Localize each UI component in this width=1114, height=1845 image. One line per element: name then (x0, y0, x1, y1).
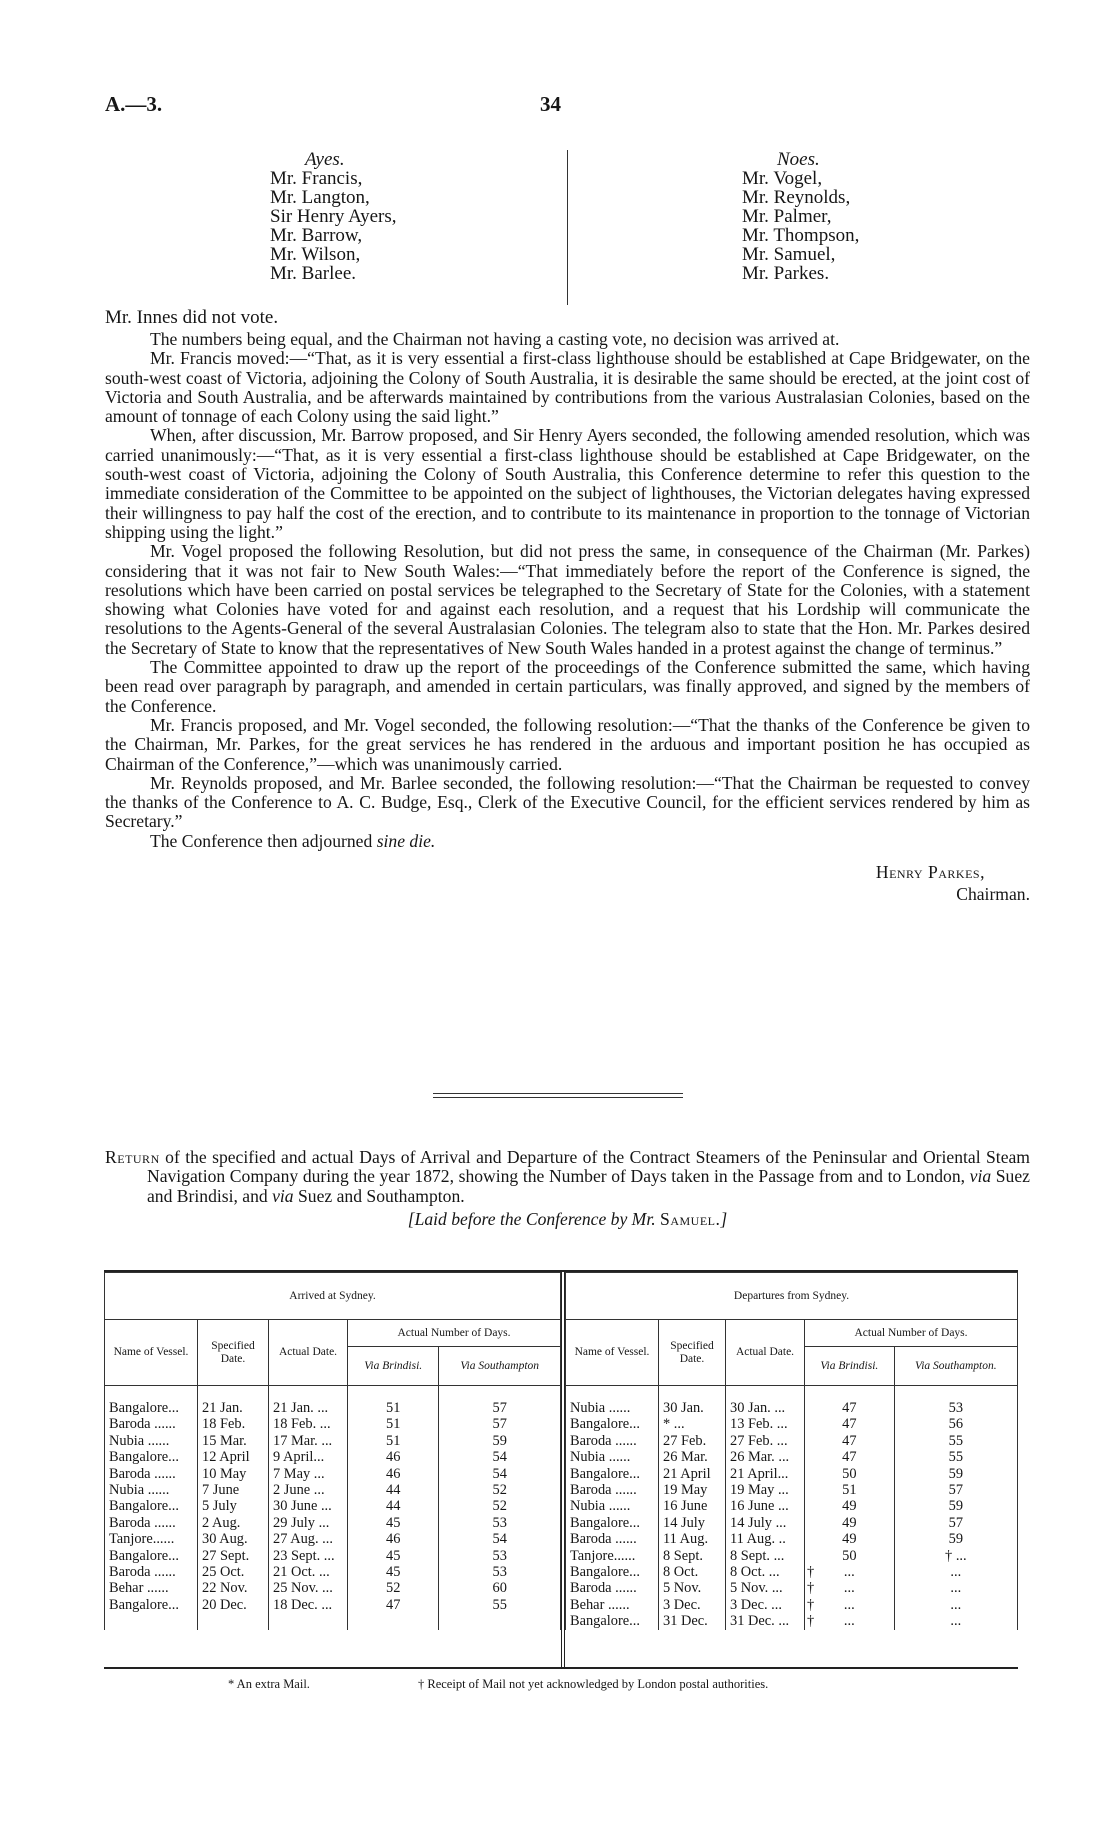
abstention-note: Mr. Innes did not vote. (105, 307, 279, 328)
actual-date-cell: 26 Mar. ... (726, 1449, 805, 1465)
return-tail: Suez and Southampton. (293, 1185, 465, 1206)
spacer-row (566, 1386, 1018, 1401)
via-brindisi-value: ... (843, 1596, 855, 1613)
table-row (566, 1580, 1018, 1596)
via-brindisi-cell: 51 (348, 1400, 439, 1416)
via-brindisi-cell (805, 1416, 895, 1432)
specified-date-cell: 12 April (198, 1449, 269, 1465)
vessel-cell: Bangalore... (105, 1548, 198, 1564)
table-row (566, 1613, 1018, 1629)
return-title (105, 1148, 1030, 1206)
dagger-mark: † (807, 1564, 815, 1581)
spacer-cell (198, 1386, 269, 1401)
vessel-cell: Bangalore... (105, 1400, 198, 1416)
table-row (105, 1613, 561, 1629)
via-brindisi-cell (805, 1482, 895, 1498)
spacer-cell (566, 1386, 659, 1401)
division-list (0, 150, 1114, 300)
aye-name: Mr. Wilson, (270, 244, 361, 265)
table-row (566, 1548, 1018, 1564)
specified-date-cell: 25 Oct. (198, 1564, 269, 1580)
via-southampton-cell: 56 (894, 1416, 1017, 1432)
via-brindisi-cell (805, 1400, 895, 1416)
actual-date-cell: 18 Dec. ... (269, 1597, 348, 1613)
laid-text: [Laid before the Conference by Mr. (407, 1208, 656, 1229)
table-row (105, 1597, 561, 1613)
vessel-cell: Behar ...... (105, 1580, 198, 1596)
minutes-text (105, 330, 1030, 905)
via-brindisi-value: 51 (842, 1482, 857, 1499)
table-row (566, 1433, 1018, 1449)
actual-date-cell: 9 April... (269, 1449, 348, 1465)
via-southampton-cell: 53 (894, 1400, 1017, 1416)
via-brindisi-value: 47 (842, 1449, 857, 1466)
actual-date-cell: 21 April... (726, 1466, 805, 1482)
via-brindisi-cell (805, 1613, 895, 1629)
actual-date-cell: 30 Jan. ... (726, 1400, 805, 1416)
paragraph: Mr. Vogel proposed the following Resolution, but did not press the same, in consequence of the Chairman (Mr. Parkes) considering that it was not fair to New South Wales:—“That immediately before the report of the Conference is signed, the resolutions which have been carried on postal services be telegraphed to the Secretary of State for the Colonies, with a statement showing what Colonies have voted for and against each resolution, and a request that his Lordship will communicate the resolutions to the Agents-General of the several Australasian Colonies. The telegram also to state that the Hon. Mr. Parkes desired the Secretary of State to know that the representatives of New South Wales handed in a protest against the change of terminus.” (105, 541, 1030, 658)
departures-title: Departures from Sydney. (566, 1273, 1018, 1320)
table-row (566, 1449, 1018, 1465)
via-brindisi-cell: 45 (348, 1515, 439, 1531)
table-row (566, 1498, 1018, 1514)
noes-column (742, 150, 859, 283)
actual-date-cell: 29 July ... (269, 1515, 348, 1531)
via-southampton-cell: 53 (439, 1548, 561, 1564)
spacer-cell (348, 1386, 439, 1401)
via-brindisi-cell (805, 1564, 895, 1580)
paragraph: When, after discussion, Mr. Barrow proposed, and Sir Henry Ayers seconded, the following amended resolution, which was carried unanimously:—“That, as it is very essential a first-class lighthouse should be established at Cape Bridgewater, on the south-west coast of Victoria, adjoining the Colony of South Australia, this Conference determine to refer this question to the immediate consideration of the Committee to be appointed on the subject of lighthouses, the Victorian delegates having expressed their willingness to pay half the cost of the erection, and to contribute to its maintenance in proportion to the tonnage of Victorian shipping using the light.” (105, 425, 1030, 542)
table-row (566, 1482, 1018, 1498)
via-brindisi-cell: 51 (348, 1416, 439, 1432)
noe-name: Mr. Thompson, (742, 225, 860, 246)
dagger-mark: † (807, 1580, 815, 1597)
via-brindisi-value: ... (843, 1613, 855, 1630)
noe-name: Mr. Parkes. (742, 263, 830, 284)
via-southampton-cell: 54 (439, 1449, 561, 1465)
via-brindisi-cell: 46 (348, 1466, 439, 1482)
vessel-cell: Bangalore... (566, 1613, 659, 1629)
via-brindisi-cell: 46 (348, 1449, 439, 1465)
via-brindisi-cell (805, 1531, 895, 1547)
via-brindisi-cell (805, 1548, 895, 1564)
paragraph: Mr. Francis moved:—“That, as it is very essential a first-class lighthouse should be established at Cape Bridgewater, on the south-west coast of Victoria, adjoining the Colony of South Australia, it is desirable the same should be erected, at the joint cost of Victoria and South Australia, and be afterwards maintained by contributions from the various Australasian Colonies, based on the amount of tonnage of each Colony using the said light.” (105, 348, 1030, 427)
via-southampton-cell: 55 (439, 1597, 561, 1613)
via-southampton-cell: 52 (439, 1498, 561, 1514)
col-days: Actual Number of Days. (348, 1320, 561, 1347)
col-via-brindisi: Via Brindisi. (348, 1347, 439, 1386)
laid-name: Samuel. (660, 1208, 721, 1229)
vessel-cell: Bangalore... (105, 1597, 198, 1613)
via-southampton-cell: 53 (439, 1564, 561, 1580)
spacer-cell (894, 1386, 1017, 1401)
via-southampton-cell: 54 (439, 1531, 561, 1547)
via-brindisi-cell: 45 (348, 1564, 439, 1580)
vessel-cell: Nubia ...... (566, 1449, 659, 1465)
specified-date-cell: 31 Dec. (659, 1613, 726, 1629)
specified-date-cell: 15 Mar. (198, 1433, 269, 1449)
actual-date-cell: 31 Dec. ... (726, 1613, 805, 1629)
via-brindisi-value: ... (843, 1564, 855, 1581)
specified-date-cell: 8 Oct. (659, 1564, 726, 1580)
vessel-cell: Nubia ...... (566, 1400, 659, 1416)
specified-date-cell: * ... (659, 1416, 726, 1432)
arrivals-table (104, 1272, 561, 1667)
actual-date-cell: 21 Oct. ... (269, 1564, 348, 1580)
vessel-cell: Baroda ...... (566, 1531, 659, 1547)
actual-date-cell: 27 Aug. ... (269, 1531, 348, 1547)
signatory-title: Chairman. (956, 884, 1030, 905)
return-heading (105, 1148, 1030, 1229)
specified-date-cell: 27 Feb. (659, 1433, 726, 1449)
table-row (566, 1597, 1018, 1613)
table-row (105, 1449, 561, 1465)
via-brindisi-cell (805, 1466, 895, 1482)
vessel-cell: Baroda ...... (566, 1433, 659, 1449)
actual-date-cell: 23 Sept. ... (269, 1548, 348, 1564)
specified-date-cell: 7 June (198, 1482, 269, 1498)
via-southampton-cell: † ... (894, 1548, 1017, 1564)
return-lead: Return (105, 1147, 160, 1167)
spacer-row (105, 1386, 561, 1401)
table-row (105, 1498, 561, 1514)
aye-name: Mr. Barrow, (270, 225, 363, 246)
laid-before-note (105, 1210, 1030, 1229)
signatory-name: Henry Parkes, (875, 862, 985, 883)
via-southampton-cell: ... (894, 1580, 1017, 1596)
via-southampton-cell: ... (894, 1613, 1017, 1629)
via-brindisi-cell (805, 1580, 895, 1596)
actual-date-cell: 3 Dec. ... (726, 1597, 805, 1613)
noe-name: Mr. Reynolds, (742, 187, 851, 208)
specified-date-cell: 8 Sept. (659, 1548, 726, 1564)
actual-date-cell: 21 Jan. ... (269, 1400, 348, 1416)
via-brindisi-cell (805, 1449, 895, 1465)
noe-name: Mr. Palmer, (742, 206, 832, 227)
specified-date-cell (198, 1613, 269, 1629)
via-southampton-cell: ... (894, 1597, 1017, 1613)
document-reference: A.—3. (105, 92, 163, 116)
vessel-cell: Bangalore... (566, 1416, 659, 1432)
table-row (566, 1515, 1018, 1531)
specified-date-cell: 26 Mar. (659, 1449, 726, 1465)
vessel-cell: Baroda ...... (105, 1466, 198, 1482)
col-vessel: Name of Vessel. (566, 1320, 659, 1386)
table-row (105, 1466, 561, 1482)
specified-date-cell: 3 Dec. (659, 1597, 726, 1613)
actual-date-cell: 18 Feb. ... (269, 1416, 348, 1432)
table-row (566, 1531, 1018, 1547)
table-row (105, 1482, 561, 1498)
vessel-cell: Baroda ...... (566, 1580, 659, 1596)
noes-heading: Noes. (777, 149, 820, 170)
page-header (0, 92, 1114, 122)
via-southampton-cell: 59 (894, 1531, 1017, 1547)
vessel-cell: Nubia ...... (105, 1482, 198, 1498)
actual-date-cell: 2 June ... (269, 1482, 348, 1498)
via-italic: via (272, 1185, 294, 1206)
via-italic: via (969, 1166, 992, 1187)
via-southampton-cell: 52 (439, 1482, 561, 1498)
specified-date-cell: 21 Jan. (198, 1400, 269, 1416)
spacer-cell (805, 1386, 895, 1401)
paragraph: Mr. Reynolds proposed, and Mr. Barlee seconded, the following resolution:—“That the Chairman be requested to convey the thanks of the Conference to A. C. Budge, Esq., Clerk of the Executive Council, for the efficient services rendered by him as Secretary.” (105, 772, 1030, 832)
dagger-mark: † (807, 1596, 815, 1613)
paragraph: Mr. Francis proposed, and Mr. Vogel seconded, the following resolution:—“That the thanks of the Conference be given to the Chairman, Mr. Parkes, for the great services he has rendered in the arduous and important position he has occupied as Chairman of the Conference,”—which was unanimously carried. (105, 714, 1030, 774)
via-brindisi-cell: 44 (348, 1498, 439, 1514)
departures-table (565, 1272, 1018, 1667)
dagger-mark: † (807, 1613, 815, 1630)
specified-date-cell: 11 Aug. (659, 1531, 726, 1547)
page-number: 34 (540, 92, 561, 116)
column-divider (567, 150, 568, 305)
adjournment-text: The Conference then adjourned (150, 830, 373, 851)
via-southampton-cell: 57 (439, 1400, 561, 1416)
specified-date-cell: 19 May (659, 1482, 726, 1498)
specified-date-cell: 16 June (659, 1498, 726, 1514)
aye-name: Sir Henry Ayers, (270, 206, 397, 227)
adjournment-italic: sine die. (376, 830, 436, 851)
col-via-southampton: Via Southampton (439, 1347, 561, 1386)
actual-date-cell: 7 May ... (269, 1466, 348, 1482)
vessel-cell: Bangalore... (566, 1564, 659, 1580)
col-actual: Actual Date. (726, 1320, 805, 1386)
spacer-cell (105, 1386, 198, 1401)
col-specified: Specified Date. (659, 1320, 726, 1386)
actual-date-cell: 5 Nov. ... (726, 1580, 805, 1596)
table-row (105, 1416, 561, 1432)
noe-name: Mr. Samuel, (742, 244, 836, 265)
return-mid: Suez and Brindisi, and (147, 1166, 1030, 1206)
actual-date-cell: 11 Aug. .. (726, 1531, 805, 1547)
return-table (104, 1270, 1018, 1669)
via-brindisi-cell: 46 (348, 1531, 439, 1547)
vessel-cell: Tanjore...... (105, 1531, 198, 1547)
via-southampton-cell: 60 (439, 1580, 561, 1596)
table-row (105, 1400, 561, 1416)
aye-name: Mr. Langton, (270, 187, 370, 208)
actual-date-cell: 17 Mar. ... (269, 1433, 348, 1449)
signature-block (105, 861, 1030, 905)
specified-date-cell: 18 Feb. (198, 1416, 269, 1432)
via-southampton-cell (439, 1613, 561, 1629)
via-brindisi-value: 47 (842, 1416, 857, 1433)
specified-date-cell: 5 Nov. (659, 1580, 726, 1596)
actual-date-cell: 16 June ... (726, 1498, 805, 1514)
actual-date-cell: 27 Feb. ... (726, 1433, 805, 1449)
specified-date-cell: 27 Sept. (198, 1548, 269, 1564)
via-brindisi-cell (805, 1433, 895, 1449)
via-brindisi-value: 50 (842, 1465, 857, 1482)
vessel-cell: Nubia ...... (566, 1498, 659, 1514)
via-brindisi-cell: 44 (348, 1482, 439, 1498)
actual-date-cell: 13 Feb. ... (726, 1416, 805, 1432)
actual-date-cell: 14 July ... (726, 1515, 805, 1531)
specified-date-cell: 14 July (659, 1515, 726, 1531)
via-brindisi-value: 47 (842, 1400, 857, 1416)
vessel-cell: Baroda ...... (566, 1482, 659, 1498)
actual-date-cell: 8 Sept. ... (726, 1548, 805, 1564)
spacer-cell (659, 1386, 726, 1401)
adjournment (105, 832, 1030, 851)
vessel-cell: Baroda ...... (105, 1515, 198, 1531)
spacer-cell (269, 1386, 348, 1401)
table-row (105, 1580, 561, 1596)
specified-date-cell: 20 Dec. (198, 1597, 269, 1613)
via-brindisi-value: ... (843, 1580, 855, 1597)
vessel-cell: Bangalore... (105, 1449, 198, 1465)
actual-date-cell: 30 June ... (269, 1498, 348, 1514)
specified-date-cell: 10 May (198, 1466, 269, 1482)
table-row (566, 1564, 1018, 1580)
via-brindisi-value: 49 (842, 1514, 857, 1531)
table-row (105, 1564, 561, 1580)
via-southampton-cell: 59 (439, 1433, 561, 1449)
col-via-southampton: Via Southampton. (894, 1347, 1017, 1386)
via-brindisi-value: 47 (842, 1432, 857, 1449)
footnote-dagger: † Receipt of Mail not yet acknowledged by London postal authorities. (418, 1677, 769, 1691)
spacer-cell (726, 1386, 805, 1401)
via-southampton-cell: 59 (894, 1466, 1017, 1482)
via-southampton-cell: ... (894, 1564, 1017, 1580)
via-brindisi-cell (805, 1515, 895, 1531)
vessel-cell: Bangalore... (566, 1466, 659, 1482)
via-brindisi-value: 49 (842, 1498, 857, 1515)
spacer-cell (439, 1386, 561, 1401)
vessel-cell: Bangalore... (566, 1515, 659, 1531)
col-actual: Actual Date. (269, 1320, 348, 1386)
ayes-heading: Ayes. (305, 149, 345, 170)
col-specified: Specified Date. (198, 1320, 269, 1386)
return-body: of the specified and actual Days of Arrival and Departure of the Contract Steamers of the Peninsular and Oriental Steam Navigation Company during the year 1872, showing the Number of Days taken in the Passage from and to London, (147, 1147, 1030, 1187)
vessel-cell: Nubia ...... (105, 1433, 198, 1449)
via-southampton-cell: 53 (439, 1515, 561, 1531)
table-row (105, 1515, 561, 1531)
paragraph: The Committee appointed to draw up the report of the proceedings of the Conference submitted the same, which having been read over paragraph by paragraph, and amended in certain particulars, was finally approved, and signed by the members of the Conference. (105, 657, 1030, 716)
footnote-extra-mail: * An extra Mail. (228, 1677, 310, 1691)
specified-date-cell: 30 Jan. (659, 1400, 726, 1416)
specified-date-cell: 22 Nov. (198, 1580, 269, 1596)
via-brindisi-cell: 45 (348, 1548, 439, 1564)
vessel-cell: Behar ...... (566, 1597, 659, 1613)
vessel-cell: Tanjore...... (566, 1548, 659, 1564)
col-via-brindisi: Via Brindisi. (805, 1347, 895, 1386)
table-row (566, 1416, 1018, 1432)
via-brindisi-cell (348, 1613, 439, 1629)
vessel-cell: Baroda ...... (105, 1416, 198, 1432)
col-days: Actual Number of Days. (805, 1320, 1018, 1347)
via-brindisi-cell (805, 1597, 895, 1613)
specified-date-cell: 2 Aug. (198, 1515, 269, 1531)
noe-name: Mr. Vogel, (742, 168, 823, 189)
table-row (105, 1531, 561, 1547)
section-divider (433, 1093, 683, 1098)
specified-date-cell: 30 Aug. (198, 1531, 269, 1547)
aye-name: Mr. Barlee. (270, 263, 357, 284)
via-southampton-cell: 54 (439, 1466, 561, 1482)
via-brindisi-cell (805, 1498, 895, 1514)
table-row (566, 1400, 1018, 1416)
via-brindisi-cell: 51 (348, 1433, 439, 1449)
via-southampton-cell: 57 (439, 1416, 561, 1432)
via-southampton-cell: 55 (894, 1433, 1017, 1449)
via-brindisi-cell: 47 (348, 1597, 439, 1613)
via-southampton-cell: 59 (894, 1498, 1017, 1514)
via-brindisi-value: 49 (842, 1531, 857, 1548)
vessel-cell (105, 1613, 198, 1629)
col-vessel: Name of Vessel. (105, 1320, 198, 1386)
arrivals-title: Arrived at Sydney. (105, 1273, 561, 1320)
via-brindisi-cell: 52 (348, 1580, 439, 1596)
actual-date-cell: 19 May ... (726, 1482, 805, 1498)
specified-date-cell: 21 April (659, 1466, 726, 1482)
aye-name: Mr. Francis, (270, 168, 363, 189)
specified-date-cell: 5 July (198, 1498, 269, 1514)
via-southampton-cell: 55 (894, 1449, 1017, 1465)
actual-date-cell (269, 1613, 348, 1629)
table-row (105, 1433, 561, 1449)
vessel-cell: Baroda ...... (105, 1564, 198, 1580)
table-row (105, 1548, 561, 1564)
via-southampton-cell: 57 (894, 1482, 1017, 1498)
paragraph: The numbers being equal, and the Chairman not having a casting vote, no decision was arrived at. (150, 329, 840, 349)
table-row (566, 1466, 1018, 1482)
laid-close: ] (720, 1208, 728, 1229)
actual-date-cell: 8 Oct. ... (726, 1564, 805, 1580)
via-southampton-cell: 57 (894, 1515, 1017, 1531)
actual-date-cell: 25 Nov. ... (269, 1580, 348, 1596)
vessel-cell: Bangalore... (105, 1498, 198, 1514)
ayes-column (270, 150, 397, 283)
via-brindisi-value: 50 (842, 1547, 857, 1564)
